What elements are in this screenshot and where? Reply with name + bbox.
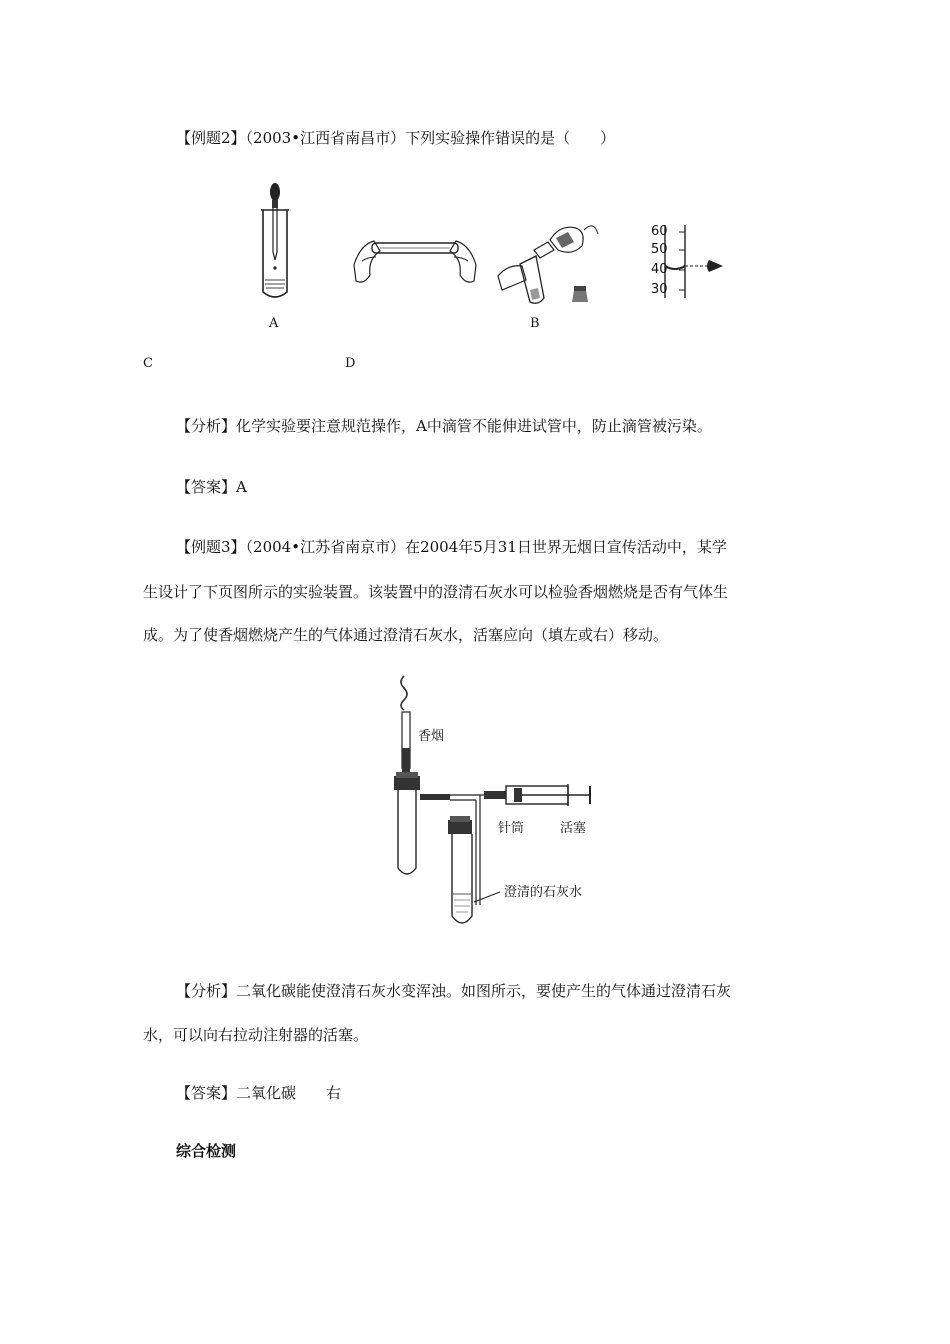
example3-answer: 【答案】二氧化碳 右 <box>176 1084 342 1102</box>
label-plunger: 活塞 <box>560 821 587 836</box>
figure-a-dropper <box>255 180 295 305</box>
tick-40: 40 <box>651 262 668 277</box>
example3-question-line2: 生设计了下页图所示的实验装置。该装置中的澄清石灰水可以检验香烟燃烧是否有气体生 <box>143 583 729 601</box>
tick-30: 30 <box>651 282 668 297</box>
figure-smoking-apparatus <box>380 670 610 930</box>
label-b: B <box>530 316 540 331</box>
example3-question-line1: 【例题3】（2004•江苏省南京市）在2004年5月31日世界无烟日宣传活动中，某学 <box>176 538 727 556</box>
tick-60: 60 <box>651 224 668 239</box>
label-cigarette: 香烟 <box>418 729 445 744</box>
example3-question-line3: 成。为了使香烟燃烧产生的气体通过澄清石灰水，活塞应向（填左或右）移动。 <box>143 626 669 644</box>
example3-analysis-line1: 【分析】二氧化碳能使澄清石灰水变浑浊。如图所示，要使产生的气体通过澄清石灰 <box>176 982 732 1000</box>
example3-analysis-line2: 水，可以向右拉动注射器的活塞。 <box>143 1026 369 1044</box>
label-syringe: 针筒 <box>498 821 525 836</box>
example2-question: 【例题2】（2003•江西省南昌市）下列实验操作错误的是（ ） <box>176 129 616 147</box>
label-a: A <box>269 316 279 331</box>
example2-analysis: 【分析】化学实验要注意规范操作，A中滴管不能伸进试管中，防止滴管被污染。 <box>176 417 712 435</box>
section-title: 综合检测 <box>176 1142 237 1160</box>
label-limewater: 澄清的石灰水 <box>504 885 583 900</box>
tick-50: 50 <box>651 242 668 257</box>
figure-hands-tube <box>350 225 480 295</box>
label-d: D <box>345 356 356 371</box>
label-c: C <box>143 356 153 371</box>
figure-d-cylinder <box>635 220 730 300</box>
figure-b-pouring <box>490 210 600 310</box>
example2-answer: 【答案】A <box>176 478 247 496</box>
